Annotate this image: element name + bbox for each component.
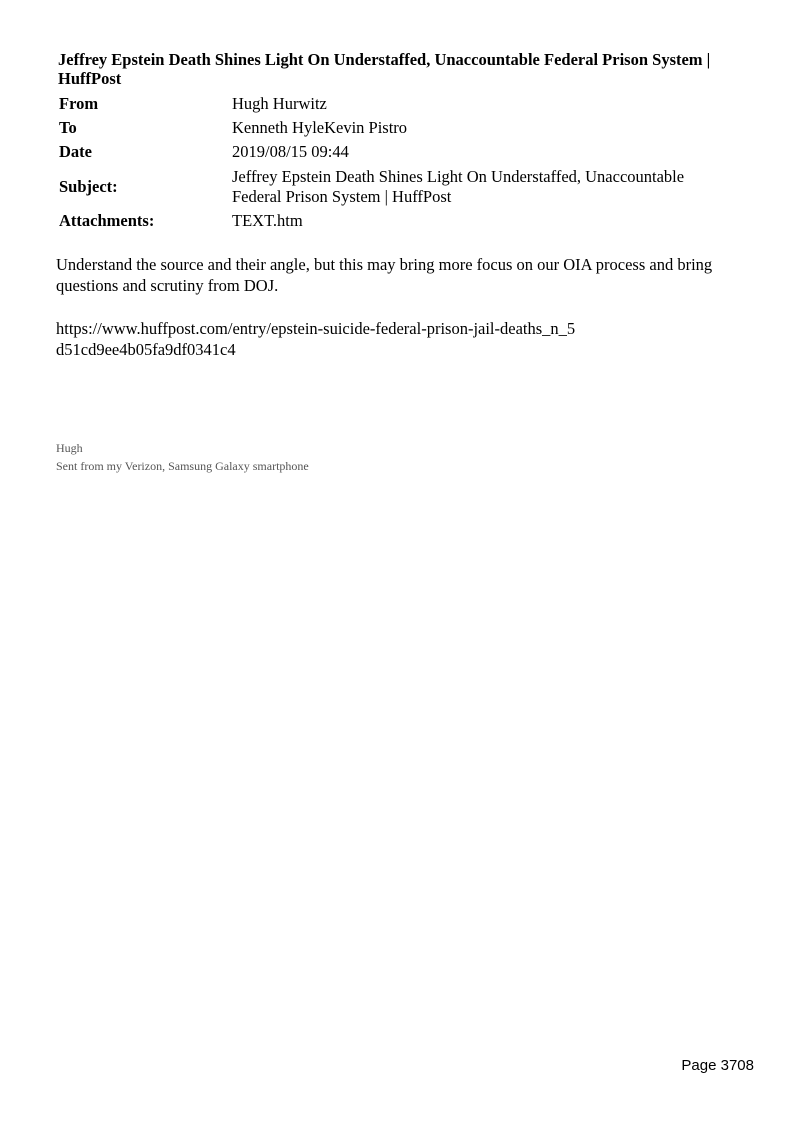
date-value: 2019/08/15 09:44 — [232, 142, 349, 161]
page-number: Page 3708 — [681, 1057, 754, 1074]
email-body: Understand the source and their angle, but this may bring more focus on our OIA process and bring questions and scrutiny from DOJ. — [56, 255, 713, 295]
signature-sent-from: Sent from my Verizon, Samsung Galaxy smartphone — [56, 459, 309, 473]
to-label: To — [59, 118, 77, 137]
header-row-subject — [56, 164, 732, 209]
attachments-value: TEXT.htm — [232, 211, 303, 230]
to-value: Kenneth HyleKevin Pistro — [232, 118, 408, 137]
header-row-to — [56, 116, 732, 140]
email-title: Jeffrey Epstein Death Shines Light On Understaffed, Unaccountable Federal Prison System | HuffPost — [58, 50, 711, 88]
date-label: Date — [59, 142, 92, 161]
from-value: Hugh Hurwitz — [232, 94, 327, 113]
attachments-label: Attachments: — [59, 211, 155, 230]
from-label: From — [59, 94, 99, 113]
header-row-date — [56, 140, 732, 164]
email-signature — [56, 439, 309, 475]
subject-value: Jeffrey Epstein Death Shines Light On Understaffed, Unaccountable Federal Prison System | HuffPost — [232, 166, 685, 206]
signature-name: Hugh — [56, 441, 83, 455]
header-row-attachments — [56, 209, 732, 233]
subject-label: Subject: — [59, 176, 118, 196]
header-row-from — [56, 92, 732, 116]
article-link: https://www.huffpost.com/entry/epstein-suicide-federal-prison-jail-deaths_n_5d51cd9ee4b05fa9df0341c4 — [56, 319, 576, 359]
email-header-table — [56, 92, 732, 233]
